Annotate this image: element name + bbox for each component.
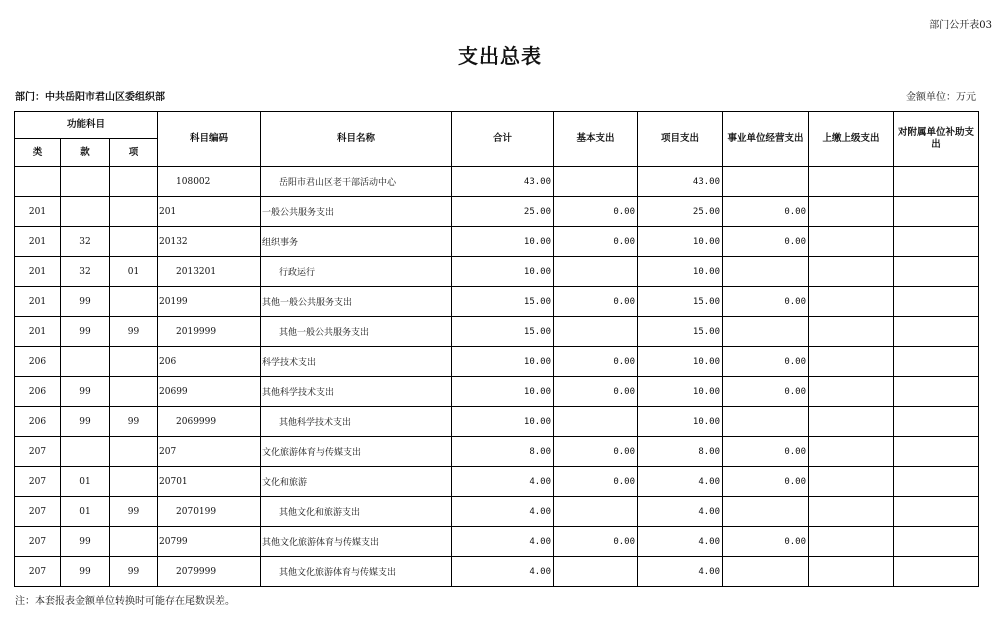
cell-project: 25.00 <box>638 197 723 227</box>
cell-subsidy <box>894 437 979 467</box>
cell-subsidy <box>894 287 979 317</box>
cell-upper <box>809 527 894 557</box>
cell-xiang <box>110 167 158 197</box>
cell-total: 15.00 <box>452 287 554 317</box>
table-row <box>15 287 979 317</box>
cell-subsidy <box>894 497 979 527</box>
cell-subsidy <box>894 347 979 377</box>
table-row <box>15 377 979 407</box>
cell-enterprise: 0.00 <box>723 197 809 227</box>
cell-xiang <box>110 197 158 227</box>
cell-basic: 0.00 <box>554 227 638 257</box>
cell-project: 10.00 <box>638 257 723 287</box>
cell-code: 108002 <box>158 167 261 197</box>
cell-total: 10.00 <box>452 407 554 437</box>
cell-lei: 201 <box>15 317 61 347</box>
cell-kuan <box>61 347 110 377</box>
expenditure-table <box>14 111 979 587</box>
cell-upper <box>809 257 894 287</box>
cell-xiang <box>110 347 158 377</box>
cell-enterprise <box>723 317 809 347</box>
cell-basic <box>554 167 638 197</box>
cell-total: 15.00 <box>452 317 554 347</box>
cell-total: 10.00 <box>452 257 554 287</box>
cell-kuan: 32 <box>61 257 110 287</box>
cell-xiang: 99 <box>110 317 158 347</box>
cell-total: 43.00 <box>452 167 554 197</box>
cell-basic: 0.00 <box>554 377 638 407</box>
table-row <box>15 257 979 287</box>
cell-name: 行政运行 <box>261 257 452 287</box>
cell-upper <box>809 227 894 257</box>
cell-lei: 201 <box>15 287 61 317</box>
cell-enterprise: 0.00 <box>723 527 809 557</box>
cell-enterprise <box>723 257 809 287</box>
cell-lei: 207 <box>15 557 61 587</box>
cell-upper <box>809 287 894 317</box>
table-row <box>15 227 979 257</box>
cell-xiang: 99 <box>110 557 158 587</box>
cell-code: 20699 <box>158 377 261 407</box>
cell-project: 43.00 <box>638 167 723 197</box>
cell-code: 2019999 <box>158 317 261 347</box>
table-row <box>15 167 979 197</box>
header-xiang: 项 <box>110 139 158 167</box>
cell-xiang <box>110 377 158 407</box>
cell-name: 其他文化和旅游支出 <box>261 497 452 527</box>
cell-kuan <box>61 167 110 197</box>
cell-enterprise <box>723 407 809 437</box>
cell-project: 4.00 <box>638 527 723 557</box>
cell-project: 15.00 <box>638 287 723 317</box>
cell-name: 其他文化旅游体育与传媒支出 <box>261 527 452 557</box>
cell-subsidy <box>894 377 979 407</box>
cell-lei: 207 <box>15 497 61 527</box>
cell-kuan: 99 <box>61 557 110 587</box>
cell-basic <box>554 557 638 587</box>
cell-code: 20132 <box>158 227 261 257</box>
cell-basic: 0.00 <box>554 347 638 377</box>
cell-xiang <box>110 227 158 257</box>
cell-basic: 0.00 <box>554 467 638 497</box>
cell-total: 25.00 <box>452 197 554 227</box>
header-func-subject: 功能科目 <box>15 112 158 139</box>
cell-xiang: 01 <box>110 257 158 287</box>
cell-total: 10.00 <box>452 227 554 257</box>
cell-lei: 201 <box>15 227 61 257</box>
cell-enterprise: 0.00 <box>723 377 809 407</box>
cell-name: 科学技术支出 <box>261 347 452 377</box>
cell-code: 20799 <box>158 527 261 557</box>
cell-code: 2070199 <box>158 497 261 527</box>
cell-code: 20199 <box>158 287 261 317</box>
cell-lei: 207 <box>15 467 61 497</box>
cell-total: 4.00 <box>452 527 554 557</box>
cell-lei <box>15 167 61 197</box>
cell-code: 2013201 <box>158 257 261 287</box>
header-basic: 基本支出 <box>554 112 638 167</box>
cell-upper <box>809 467 894 497</box>
cell-lei: 207 <box>15 437 61 467</box>
cell-kuan: 99 <box>61 377 110 407</box>
table-row <box>15 467 979 497</box>
cell-lei: 206 <box>15 407 61 437</box>
cell-upper <box>809 407 894 437</box>
cell-lei: 206 <box>15 377 61 407</box>
header-kuan: 款 <box>61 139 110 167</box>
cell-xiang: 99 <box>110 407 158 437</box>
cell-code: 20701 <box>158 467 261 497</box>
table-row <box>15 197 979 227</box>
department-label: 部门：中共岳阳市君山区委组织部 <box>15 92 165 103</box>
cell-upper <box>809 317 894 347</box>
cell-kuan: 99 <box>61 407 110 437</box>
cell-enterprise: 0.00 <box>723 467 809 497</box>
cell-kuan: 01 <box>61 467 110 497</box>
header-upper: 上缴上级支出 <box>809 112 894 167</box>
table-row <box>15 497 979 527</box>
cell-total: 10.00 <box>452 347 554 377</box>
table-row <box>15 407 979 437</box>
cell-kuan <box>61 197 110 227</box>
cell-project: 4.00 <box>638 497 723 527</box>
header-enterprise: 事业单位经营支出 <box>723 112 809 167</box>
cell-kuan: 99 <box>61 527 110 557</box>
cell-lei: 201 <box>15 197 61 227</box>
cell-code: 207 <box>158 437 261 467</box>
amount-unit-label: 金额单位：万元 <box>906 92 976 103</box>
cell-subsidy <box>894 167 979 197</box>
cell-code: 201 <box>158 197 261 227</box>
cell-xiang <box>110 467 158 497</box>
cell-project: 10.00 <box>638 407 723 437</box>
cell-name: 其他科学技术支出 <box>261 407 452 437</box>
cell-basic: 0.00 <box>554 437 638 467</box>
header-total: 合计 <box>452 112 554 167</box>
cell-xiang <box>110 437 158 467</box>
cell-subsidy <box>894 317 979 347</box>
header-code: 科目编码 <box>158 112 261 167</box>
cell-enterprise <box>723 557 809 587</box>
cell-basic: 0.00 <box>554 527 638 557</box>
cell-upper <box>809 557 894 587</box>
cell-basic <box>554 317 638 347</box>
cell-subsidy <box>894 527 979 557</box>
header-lei: 类 <box>15 139 61 167</box>
cell-name: 岳阳市君山区老干部活动中心 <box>261 167 452 197</box>
cell-project: 4.00 <box>638 467 723 497</box>
header-name: 科目名称 <box>261 112 452 167</box>
cell-kuan: 32 <box>61 227 110 257</box>
cell-enterprise: 0.00 <box>723 347 809 377</box>
cell-code: 2079999 <box>158 557 261 587</box>
cell-total: 8.00 <box>452 437 554 467</box>
table-row <box>15 557 979 587</box>
cell-project: 10.00 <box>638 347 723 377</box>
cell-upper <box>809 437 894 467</box>
cell-kuan: 99 <box>61 317 110 347</box>
cell-upper <box>809 497 894 527</box>
footnote: 注：本套报表金额单位转换时可能存在尾数误差。 <box>15 596 235 607</box>
cell-basic <box>554 497 638 527</box>
cell-kuan: 99 <box>61 287 110 317</box>
cell-kuan <box>61 437 110 467</box>
cell-subsidy <box>894 557 979 587</box>
cell-enterprise: 0.00 <box>723 227 809 257</box>
cell-total: 4.00 <box>452 497 554 527</box>
cell-enterprise: 0.00 <box>723 287 809 317</box>
cell-project: 15.00 <box>638 317 723 347</box>
cell-name: 其他一般公共服务支出 <box>261 317 452 347</box>
cell-enterprise <box>723 167 809 197</box>
header-project: 项目支出 <box>638 112 723 167</box>
page-title: 支出总表 <box>458 44 542 68</box>
cell-lei: 201 <box>15 257 61 287</box>
cell-lei: 207 <box>15 527 61 557</box>
cell-code: 2069999 <box>158 407 261 437</box>
cell-name: 文化旅游体育与传媒支出 <box>261 437 452 467</box>
cell-basic: 0.00 <box>554 287 638 317</box>
cell-upper <box>809 167 894 197</box>
cell-name: 其他科学技术支出 <box>261 377 452 407</box>
cell-name: 组织事务 <box>261 227 452 257</box>
cell-xiang <box>110 287 158 317</box>
header-subsidy: 对附属单位补助支出 <box>894 112 979 167</box>
cell-project: 4.00 <box>638 557 723 587</box>
cell-basic <box>554 257 638 287</box>
cell-name: 其他文化旅游体育与传媒支出 <box>261 557 452 587</box>
table-row <box>15 437 979 467</box>
cell-kuan: 01 <box>61 497 110 527</box>
form-number: 部门公开表03 <box>929 20 992 31</box>
cell-basic <box>554 407 638 437</box>
table-row <box>15 347 979 377</box>
cell-basic: 0.00 <box>554 197 638 227</box>
cell-xiang: 99 <box>110 497 158 527</box>
cell-name: 文化和旅游 <box>261 467 452 497</box>
table-row <box>15 527 979 557</box>
cell-subsidy <box>894 197 979 227</box>
cell-name: 一般公共服务支出 <box>261 197 452 227</box>
cell-upper <box>809 377 894 407</box>
cell-subsidy <box>894 257 979 287</box>
cell-project: 10.00 <box>638 377 723 407</box>
cell-code: 206 <box>158 347 261 377</box>
cell-total: 10.00 <box>452 377 554 407</box>
cell-project: 8.00 <box>638 437 723 467</box>
cell-enterprise <box>723 497 809 527</box>
cell-subsidy <box>894 407 979 437</box>
table-body <box>15 167 979 587</box>
cell-lei: 206 <box>15 347 61 377</box>
cell-upper <box>809 347 894 377</box>
cell-xiang <box>110 527 158 557</box>
cell-name: 其他一般公共服务支出 <box>261 287 452 317</box>
cell-total: 4.00 <box>452 467 554 497</box>
cell-subsidy <box>894 227 979 257</box>
table-row <box>15 317 979 347</box>
cell-enterprise: 0.00 <box>723 437 809 467</box>
cell-subsidy <box>894 467 979 497</box>
cell-upper <box>809 197 894 227</box>
cell-project: 10.00 <box>638 227 723 257</box>
cell-total: 4.00 <box>452 557 554 587</box>
